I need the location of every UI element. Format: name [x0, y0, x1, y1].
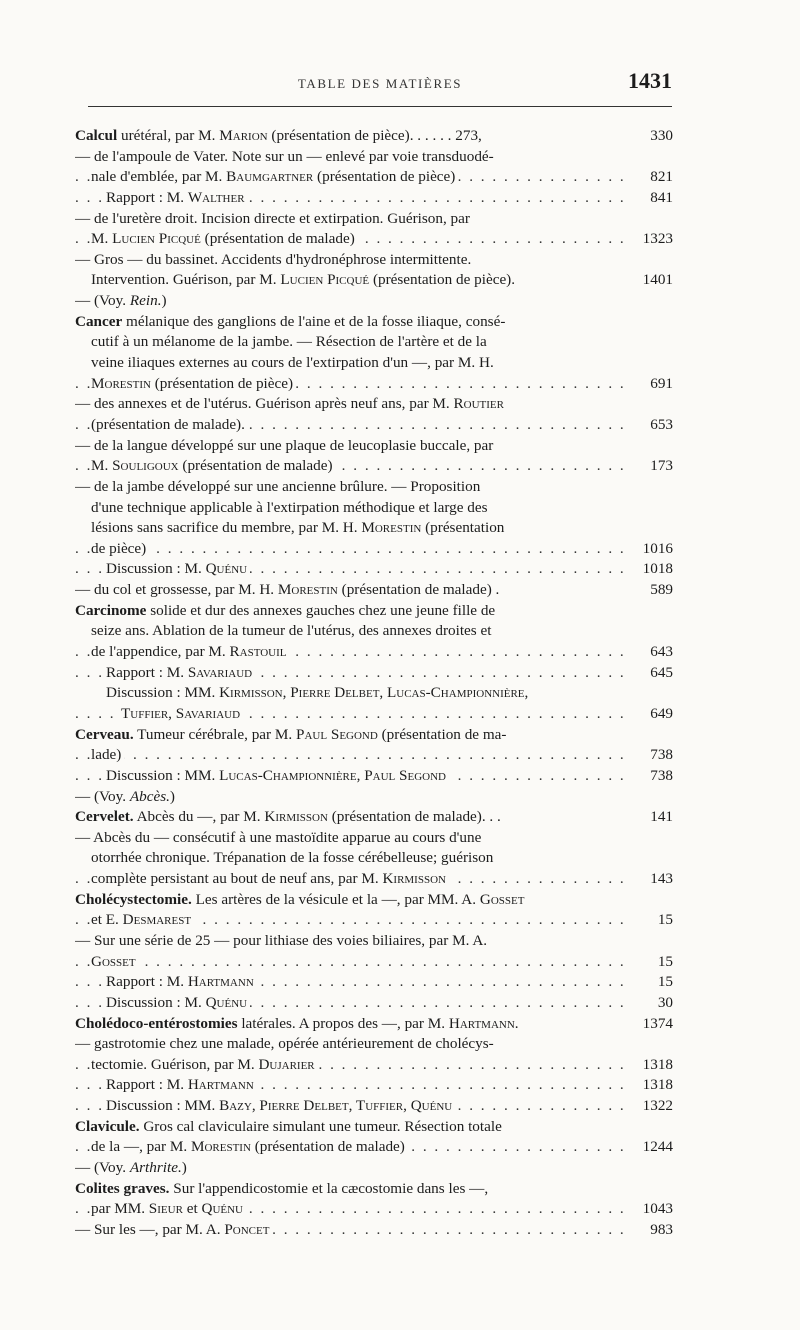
page-reference: 821 [631, 167, 673, 188]
author-name: Tuffier, Savariaud [121, 704, 241, 722]
index-line-text [75, 1221, 272, 1238]
index-line [75, 188, 673, 209]
index-line [75, 539, 673, 560]
index-line-text [106, 684, 531, 701]
entry-text: solide et dur des annexes gauches chez une jeune fille de [146, 601, 496, 619]
index-line [75, 229, 673, 250]
index-line [75, 828, 673, 849]
entry-text: — de la langue développé sur une plaque de leucoplasie buccale, par [75, 436, 494, 454]
index-line [75, 312, 673, 333]
page-reference: 330 [631, 126, 673, 147]
headword: Colites graves. [75, 1179, 170, 1197]
index-line [75, 931, 673, 952]
entry-text: veine iliaques externes au cours de l'extirpation d'un —, par M. H. [91, 354, 494, 372]
index-line-text [106, 994, 250, 1011]
index-line-text [91, 519, 507, 536]
index-line-text [91, 746, 124, 763]
index-line [75, 518, 673, 539]
index-line-text [75, 395, 507, 412]
page-reference: 1244 [631, 1137, 673, 1158]
author-name: Kirmisson [382, 870, 446, 888]
page-reference: 653 [631, 415, 673, 436]
entry-text: lésions sans sacrifice du membre, par M. H. [91, 519, 362, 537]
author-name: Desmarest [122, 911, 192, 929]
index-line-text [91, 416, 248, 433]
entry-text: M. [91, 457, 113, 475]
index-line-text [91, 953, 139, 970]
index-line-text [91, 499, 491, 516]
author-name: Bazy, Pierre Delbet, Tuffier, Quénu [219, 1097, 453, 1115]
entry-text: tectomie. Guérison, par M. [91, 1055, 259, 1073]
page-reference: 15 [631, 972, 673, 993]
author-name: Marion [219, 127, 268, 144]
page-reference: 1318 [631, 1055, 673, 1076]
index-line-text [106, 189, 248, 206]
index-line-text [91, 333, 490, 350]
index-line-text [106, 664, 255, 681]
entry-text: (présentation de malade) . [337, 581, 500, 599]
index-line-text [75, 148, 497, 165]
index-line [75, 725, 673, 746]
index-line-text [91, 643, 290, 660]
page-reference: 141 [631, 807, 673, 828]
entry-text: de la —, par M. [91, 1138, 191, 1156]
entry-text: — de l'uretère droit. Incision directe et extirpation. Guérison, par [75, 209, 470, 227]
index-line [75, 1199, 673, 1220]
entry-text: mélanique des ganglions de l'aine et de la fosse iliaque, consé- [122, 312, 506, 330]
headword: Cholédoco-entérostomies [75, 1014, 238, 1032]
index-line-text [75, 1118, 505, 1135]
index-line-text [106, 1097, 455, 1114]
entry-text: (présentation de pièce) [150, 374, 294, 392]
index-line-text [75, 1035, 497, 1052]
page-reference: 15 [631, 910, 673, 931]
index-line [75, 167, 673, 188]
index-line-text [91, 354, 497, 371]
entry-text: — Gros — du bassinet. Accidents d'hydronéphrose intermittente. [75, 250, 472, 268]
page-reference: 649 [631, 704, 673, 725]
page-reference: 1018 [631, 559, 673, 580]
author-name: Morestin [190, 1138, 251, 1156]
page-reference: 1043 [631, 1199, 673, 1220]
entry-text: ) [169, 787, 175, 805]
page-reference: 738 [631, 745, 673, 766]
index-line-text [91, 230, 358, 247]
entry-text: — (Voy. [75, 292, 130, 310]
entry-text: seize ans. Ablation de la tumeur de l'utérus, des annexes droites et [91, 622, 492, 640]
page-reference: 691 [631, 374, 673, 395]
entry-text: Rapport : M. [106, 973, 188, 991]
index-line [75, 374, 673, 395]
index-line-text [75, 891, 527, 908]
index-line [75, 1034, 673, 1055]
author-name: Baumgartner [226, 168, 314, 186]
index-line [75, 952, 673, 973]
author-name: Morestin [277, 581, 338, 599]
index-line [75, 621, 673, 642]
index-line [75, 993, 673, 1014]
entry-text: — de l'ampoule de Vater. Note sur un — enlevé par voie transduodé- [75, 147, 494, 165]
index-line [75, 910, 673, 931]
index-line-text [75, 1015, 522, 1032]
index-line [75, 848, 673, 869]
entry-text: nale d'emblée, par M. [91, 168, 227, 186]
index-entries [75, 126, 673, 1241]
index-line [75, 291, 673, 312]
index-line-text [75, 788, 178, 805]
page-number: 1431 [628, 68, 672, 93]
entry-text: — Sur les —, par M. A. [75, 1220, 225, 1238]
entry-text: et [182, 1200, 202, 1218]
author-name: Lucien Picqué [112, 230, 201, 248]
author-name: Souligoux [112, 457, 179, 475]
page-reference: 589 [631, 580, 673, 601]
entry-text: — Sur une série de 25 — pour lithiase des voies biliaires, par M. A. [75, 931, 488, 949]
author-name: Gosset [479, 890, 525, 908]
index-line-text [75, 292, 170, 309]
index-line-text [91, 1056, 318, 1073]
entry-text: Discussion : MM. [106, 766, 220, 784]
index-line-text [75, 581, 502, 598]
page-reference: 1318 [631, 1075, 673, 1096]
index-line-text [75, 251, 474, 268]
index-line-text [91, 1200, 246, 1217]
entry-text: Gros cal claviculaire simulant une tumeur. Résection totale [139, 1117, 502, 1135]
index-line-text [106, 973, 257, 990]
index-line [75, 683, 673, 704]
index-line [75, 704, 673, 725]
author-name: Lucas-Championnière, Paul Segond [219, 766, 446, 784]
entry-text: — de la jambe développé sur une ancienne brûlure. — Proposition [75, 477, 481, 495]
entry-text: Intervention. Guérison, par M. [91, 271, 281, 289]
index-line [75, 456, 673, 477]
index-line-text [106, 1076, 257, 1093]
page-reference: 1374 [631, 1014, 673, 1035]
entry-text: (présentation de malade). . . [327, 808, 501, 826]
author-name: Kirmisson [264, 808, 328, 826]
index-line [75, 332, 673, 353]
headword: Calcul [75, 127, 118, 144]
page-reference: 983 [631, 1220, 673, 1241]
headword: Clavicule. [75, 1117, 140, 1135]
entry-text: par MM. [91, 1200, 149, 1218]
index-line [75, 745, 673, 766]
index-line [75, 663, 673, 684]
entry-text: (présentation [421, 519, 505, 537]
index-line-text [75, 932, 490, 949]
index-line-text [75, 602, 498, 619]
index-line-text [91, 271, 518, 288]
author-name: Morestin [361, 519, 422, 537]
index-line-text [75, 726, 509, 743]
index-line [75, 1055, 673, 1076]
index-line-text [106, 560, 250, 577]
running-header [88, 70, 672, 100]
index-line-text [91, 849, 496, 866]
index-line-text [91, 375, 296, 392]
index-line [75, 436, 673, 457]
entry-text: otorrhée chronique. Trépanation de la fosse cérébelleuse; guérison [91, 849, 494, 867]
index-line [75, 559, 673, 580]
index-line-text [75, 437, 496, 454]
author-name: Hartmann [187, 973, 254, 991]
author-name: Paul Segond [296, 725, 378, 743]
author-name: Rastouil [229, 643, 287, 661]
page-reference: 738 [631, 766, 673, 787]
entry-text: de l'appendice, par M. [91, 643, 230, 661]
index-line-text [91, 1138, 408, 1155]
index-line [75, 972, 673, 993]
entry-text: et E. [91, 911, 123, 929]
index-line [75, 1137, 673, 1158]
headword: Cancer [75, 312, 123, 330]
index-line [75, 1096, 673, 1117]
entry-text: Discussion : MM. [106, 684, 220, 702]
author-name: Routier [453, 395, 504, 413]
author-name: Savariaud [187, 663, 253, 681]
page-reference: 1016 [631, 539, 673, 560]
index-line-text [106, 767, 449, 784]
index-line-text [75, 1159, 190, 1176]
entry-text: (présentation de malade). [91, 415, 245, 433]
cross-reference: Abcès. [129, 787, 170, 805]
index-line [75, 601, 673, 622]
index-line [75, 580, 673, 601]
entry-text: Sur l'appendicostomie et la cæcostomie dans les —, [169, 1179, 489, 1197]
page-reference: 1323 [631, 229, 673, 250]
entry-text: (présentation de ma- [377, 725, 507, 743]
author-name: Gosset [91, 952, 136, 970]
page-reference: 15 [631, 952, 673, 973]
index-line [75, 807, 673, 828]
entry-text: complète persistant au bout de neuf ans, par M. [91, 870, 383, 888]
index-line-text [91, 540, 149, 557]
page-reference: 643 [631, 642, 673, 663]
entry-text: cutif à un mélanome de la jambe. — Résection de l'artère et de la [91, 333, 487, 351]
cross-reference: Rein. [129, 292, 162, 310]
author-name: Hartmann [448, 1014, 515, 1032]
entry-text: — (Voy. [75, 787, 130, 805]
entry-text: (présentation de pièce). [369, 271, 516, 289]
index-line [75, 642, 673, 663]
index-line [75, 890, 673, 911]
entry-text: Rapport : M. [106, 1076, 188, 1094]
entry-text: — des annexes et de l'utérus. Guérison après neuf ans, par M. [75, 395, 454, 413]
index-line-text [75, 313, 508, 330]
index-line [75, 1014, 673, 1035]
page-reference: 645 [631, 663, 673, 684]
entry-text: Abcès du —, par M. [133, 808, 265, 826]
index-line [75, 498, 673, 519]
author-name: Quénu [205, 560, 248, 578]
entry-text: — (Voy. [75, 1159, 130, 1177]
index-line [75, 477, 673, 498]
page-reference: 143 [631, 869, 673, 890]
page-reference: 1322 [631, 1096, 673, 1117]
index-line [75, 766, 673, 787]
entry-text: Tumeur cérébrale, par M. [133, 725, 297, 743]
entry-text: Discussion : MM. [106, 1097, 220, 1115]
entry-text: de pièce) [91, 539, 147, 557]
index-line [75, 353, 673, 374]
index-line-text [91, 168, 458, 185]
author-name: Lucien Picqué [280, 271, 370, 289]
entry-text: Discussion : M. [106, 560, 206, 578]
page-reference: 1401 [631, 270, 673, 291]
author-name: Kirmisson, Pierre Delbet, Lucas-Championnière, [219, 684, 529, 702]
entry-text: (présentation de pièce). . . . . . 273, [267, 127, 482, 144]
index-line-text [91, 870, 449, 887]
entry-text: — Abcès du — consécutif à une mastoïdite apparue au cours d'une [75, 828, 482, 846]
author-name: Dujarier [258, 1055, 315, 1073]
index-line [75, 270, 673, 291]
index-line-text [91, 622, 494, 639]
entry-text: ) [181, 1159, 187, 1177]
index-line-text [75, 478, 483, 495]
index-line [75, 415, 673, 436]
index-line [75, 1117, 673, 1138]
index-line-text [75, 127, 485, 144]
entry-text: . [514, 1014, 519, 1032]
entry-text: urétéral, par M. [117, 127, 220, 144]
entry-text: (présentation de malade) [250, 1138, 405, 1156]
index-line-text [91, 457, 336, 474]
entry-text: M. [91, 230, 113, 248]
entry-text: — gastrotomie chez une malade, opérée antérieurement de cholécys- [75, 1035, 494, 1053]
index-line [75, 1158, 673, 1179]
entry-text: ) [161, 292, 167, 310]
header-rule [88, 106, 672, 107]
index-line [75, 1220, 673, 1241]
headword: Carcinome [75, 601, 147, 619]
index-line [75, 787, 673, 808]
author-name: Hartmann [187, 1076, 254, 1094]
entry-text: — du col et grossesse, par M. H. [75, 581, 278, 599]
page-reference: 30 [631, 993, 673, 1014]
index-line [75, 1179, 673, 1200]
index-line-text [75, 210, 473, 227]
index-line [75, 126, 673, 147]
entry-text: (présentation de malade) [200, 230, 355, 248]
author-name: Walther [187, 188, 245, 206]
author-name: Quénu [205, 993, 248, 1011]
index-line-text [75, 808, 504, 825]
page-reference: 173 [631, 456, 673, 477]
entry-text: Les artères de la vésicule et la —, par MM. A. [191, 890, 480, 908]
headword: Cervelet. [75, 808, 134, 826]
entry-text: Rapport : M. [106, 188, 188, 206]
author-name: Morestin [91, 374, 151, 392]
index-line [75, 869, 673, 890]
index-line [75, 147, 673, 168]
index-line [75, 394, 673, 415]
headword: Cholécystectomie. [75, 890, 192, 908]
index-line [75, 209, 673, 230]
running-title: TABLE DES MATIÈRES [297, 76, 463, 91]
page-reference: 841 [631, 188, 673, 209]
entry-text: Discussion : M. [106, 993, 206, 1011]
entry-text: lade) [91, 746, 122, 764]
author-name: Quénu [201, 1200, 244, 1218]
author-name: Poncet [224, 1220, 270, 1238]
headword: Cerveau. [75, 725, 134, 743]
entry-text: (présentation de pièce) [313, 168, 456, 186]
index-line-text [121, 705, 243, 722]
author-name: Sieur [148, 1200, 183, 1218]
entry-text: latérales. A propos des —, par M. [237, 1014, 449, 1032]
entry-text: Rapport : M. [106, 663, 188, 681]
index-line-text [75, 1180, 491, 1197]
index-line [75, 1075, 673, 1096]
index-line [75, 250, 673, 271]
index-line-text [91, 911, 194, 928]
cross-reference: Arthrite. [129, 1159, 182, 1177]
entry-text: d'une technique applicable à l'extirpation méthodique et large des [91, 498, 488, 516]
index-line-text [75, 829, 484, 846]
entry-text: (présentation de malade) [178, 457, 333, 475]
